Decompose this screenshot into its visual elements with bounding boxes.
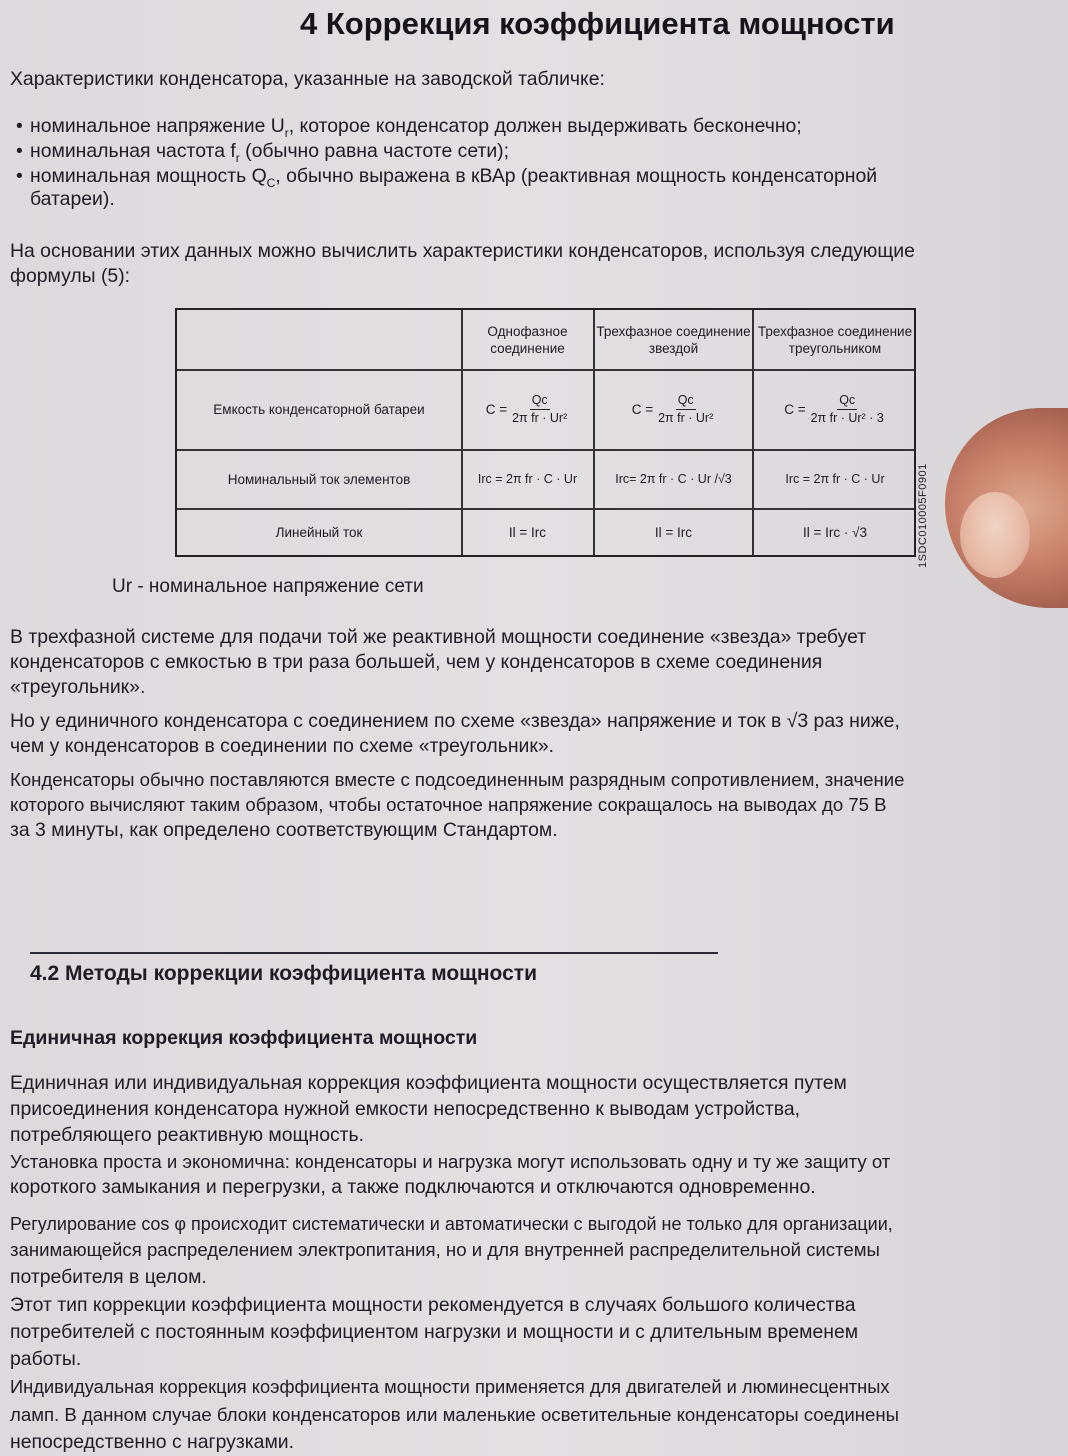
section-para5-l2: ламп. В данном случае блоки конденсаторов или маленькие осветительные конденсаторы соединены	[10, 1404, 899, 1425]
page-title: 4 Коррекция коэффициента мощности	[300, 6, 895, 41]
section-para4-l1: Этот тип коррекции коэффициента мощности рекомендуется в случаях большого количества	[10, 1294, 856, 1316]
para-voltage-l1: Но у единичного конденсатора с соединением по схеме «звезда» напряжение и ток в √3 раз ниже,	[10, 710, 900, 732]
section-divider	[30, 952, 718, 954]
para-star-delta-l1: В трехфазной системе для подачи той же реактивной мощности соединение «звезда» требует	[10, 626, 867, 648]
section-para2-l2: короткого замыкания и перегрузки, а также подключаются и отключаются одновременно.	[10, 1176, 816, 1198]
formula-line-delta: Il = Irc · √3	[802, 524, 868, 540]
header-delta: Трехфазное соединение треугольником	[757, 323, 913, 356]
para-discharge-l2: которого вычисляют таким образом, чтобы остаточное напряжение сокращалось на выводах до 75 В	[10, 794, 887, 815]
section-para2-l1: Установка проста и экономична: конденсаторы и нагрузка могут использовать одну и ту же защиту от	[10, 1151, 891, 1172]
formulas-intro-line1: На основании этих данных можно вычислить характеристики конденсаторов, используя следующие	[10, 240, 915, 262]
section-heading: 4.2 Методы коррекции коэффициента мощности	[30, 962, 537, 985]
formula-current-delta: Irc = 2π fr · C · Ur	[785, 471, 885, 486]
header-star: Трехфазное соединение звездой	[596, 323, 751, 356]
para-voltage-l2: чем у конденсаторов в соединении по схеме «треугольник».	[10, 735, 555, 757]
bullet-icon: •	[16, 140, 23, 162]
para-discharge-l1: Конденсаторы обычно поставляются вместе с подсоединенным разрядным сопротивлением, значение	[10, 769, 905, 790]
bullet-item-power: • номинальная мощность $Q_C$, обычно выражена в кВАр (реактивная мощность конденсаторной	[16, 165, 878, 190]
section-para5-l1: Индивидуальная коррекция коэффициента мощности применяется для двигателей и люминесцентных	[10, 1376, 890, 1397]
section-para5-l3: непосредственно с нагрузками.	[10, 1431, 295, 1453]
formula-line-star: Il = Irc	[654, 524, 693, 540]
formula-capacity-star: C = $\frac{Qc}{\text{2π fr · Ur²}}$	[631, 393, 714, 425]
para-star-delta-l2: конденсаторов с емкостью в три раза большей, чем у конденсаторов в схеме соединения	[10, 651, 823, 673]
bullet-item-voltage: • номинальное напряжение $U_r$, которое конденсатор должен выдерживать бесконечно;	[16, 115, 802, 140]
bullet-icon: •	[16, 115, 23, 137]
para-star-delta-l3: «треугольник».	[10, 676, 146, 698]
table-caption: Ur - номинальное напряжение сети	[112, 576, 424, 597]
intro-text: Характеристики конденсатора, указанные на заводской табличке:	[10, 68, 605, 90]
formulas-table	[175, 308, 916, 557]
para-discharge-l3: за 3 минуты, как определено соответствующим Стандартом.	[10, 819, 558, 841]
section-para3-l3: потребителя в целом.	[10, 1266, 207, 1288]
bullet-item-power-cont: батареи).	[30, 188, 115, 210]
row-label-line: Линейный ток	[275, 524, 363, 540]
formula-current-single: Irc = 2π fr · C · Ur	[477, 471, 578, 486]
section-para1-l3: потребляющего реактивную мощность.	[10, 1124, 365, 1146]
section-para4-l3: работы.	[10, 1348, 82, 1370]
formula-current-star: Irc= 2π fr · C · Ur /√3	[615, 471, 732, 486]
fingernail-shape	[960, 492, 1030, 578]
row-label-capacity: Емкость конденсаторной батареи	[213, 402, 425, 417]
bullet-icon: •	[16, 165, 23, 187]
formulas-intro-line2: формулы (5):	[10, 265, 131, 287]
formula-line-single: Il = Irc	[508, 524, 547, 540]
section-para1-l2: присоединения конденсатора нужной емкости непосредственно к выводам устройства,	[10, 1098, 801, 1120]
row-label-current: Номинальный ток элементов	[227, 471, 411, 487]
bullet-item-frequency: • номинальная частота $f_r$ (обычно равна частоте сети);	[16, 140, 510, 165]
header-single-phase: Однофазное соединение	[487, 323, 568, 356]
section-para1-l1: Единичная или индивидуальная коррекция коэффициента мощности осуществляется путем	[10, 1072, 847, 1094]
section-para3-l1: Регулирование cos φ происходит систематически и автоматически с выгодой не только для организации,	[10, 1214, 893, 1234]
formula-capacity-delta: C = $\frac{Qc}{\text{2π fr · Ur² · 3}}$	[784, 393, 884, 425]
section-para4-l2: потребителей с постоянным коэффициентом нагрузки и мощности и с длительным временем	[10, 1321, 859, 1343]
figure-code: 1SDC010005F0901	[917, 463, 929, 568]
subsection-heading: Единичная коррекция коэффициента мощности	[10, 1027, 478, 1049]
section-para3-l2: занимающейся распределением электропитания, но и для внутренней распределительной системы	[10, 1239, 880, 1260]
formula-capacity-single: C = $\frac{Qc}{\text{2π fr · Ur²}}$	[485, 393, 568, 425]
